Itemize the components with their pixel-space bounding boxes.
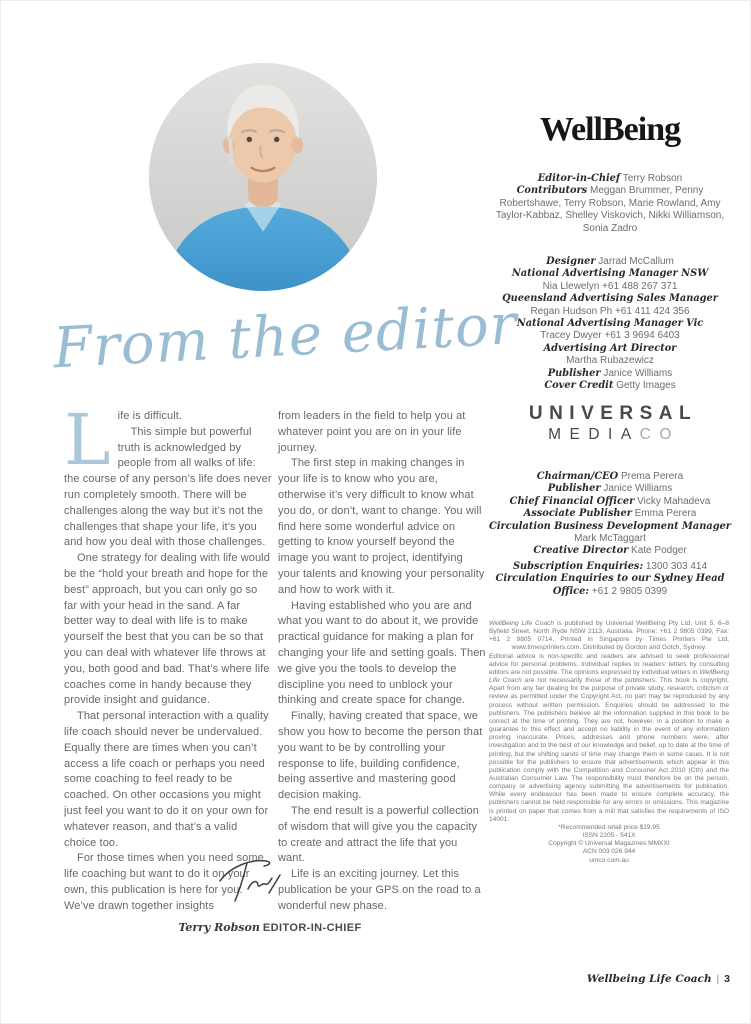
credit-line (488, 268, 732, 293)
credit-value: Mark McTaggart (574, 533, 646, 545)
editor-portrait-photo (149, 63, 377, 291)
umc-logo-co: CO (639, 426, 680, 443)
credit-label: Contributors (516, 185, 588, 197)
credit-line (488, 318, 732, 343)
fine-print-publishing (489, 620, 729, 653)
paragraph: Life is an exciting journey. Let this publication be your GPS on the road to a wonderful new phase. (278, 868, 481, 912)
fine-print (489, 620, 729, 865)
credit-line (488, 471, 732, 483)
copyright-line: Copyright © Universal Magazines MMXXI (548, 840, 670, 848)
credit-value: 1300 303 414 (645, 561, 708, 572)
footer-magazine-title: Wellbeing Life Coach (586, 973, 712, 985)
recommended-price: *Recommended retail price $19.95 (558, 823, 660, 831)
credit-label: Chairman/CEO (536, 471, 619, 482)
from-the-editor-title: From the editor (51, 292, 520, 382)
fine-print-legal-b: are not necessarily those of the publishers. This book is copyright. Apart from any fair dealing for the purpose of private study, research, criticism or review as permitted under the Copyright Act, no part may be reproduced by any process without written permission. Enquiries should be addressed to the publishers. The publishers believe all the information supplied in this book to be correct at the time of printing. They are not, however, in a position to make a guarantee to this effect and accept no liability in the event of any information proving inaccurate. Prices, addresses and phone numbers were, after investigation and to the best of our knowledge and belief, up to date at the time of printing, but the shifting sands of time may change them in some cases. It is not possible for the publishers to ensure that advertisements which appear in this publication comply with the Competition and Consumer Act 2010 (Cth) and the Australian Consumer Law. The responsibility must therefore be on the person, company or advertising agency submitting the advertisements for publication. While every endeavour has been made to ensure complete accuracy, the publishers cannot be held responsible for any errors or omissions. This magazine is printed on paper that comes from a mill that satisfies the requirements of ISO 14001. (489, 677, 729, 823)
universal-media-co-logo (488, 403, 732, 444)
byline-name: Terry Robson (178, 921, 260, 934)
portrait-ear-right (291, 137, 303, 153)
credit-label: Chief Financial Officer (509, 495, 635, 507)
signature-icon (214, 855, 294, 911)
credit-line (488, 521, 732, 546)
paragraph: The first step in making changes in your life is to know who you are, otherwise it’s very difficult to know what you do, or don’t, want to change. You will find here some wonderful advice on getting to know yourself beyond the image you want to project, identifying your talents and knowing your personality and how to work with it. (278, 457, 485, 596)
credit-value: Martha Rubazewicz (566, 355, 654, 367)
drop-cap: L (64, 399, 111, 481)
page-footer (587, 973, 730, 985)
credit-label: Advertising Art Director (543, 342, 677, 354)
paragraph: That personal interaction with a quality life coach should never be undervalued. Equally there are times when you can’t access a life coach or perhaps you need some coaching to feel ready to be coached. On other occasions you might just feel you want to do it on your own for whatever reason, and that’s a valid choice too. (64, 710, 269, 849)
fine-print-magazine-title: WellBeing Life Coach (489, 620, 555, 627)
credit-value: Janice Williams (603, 483, 673, 495)
fine-print-publishing-text: is published by Universal WellBeing Pty Ltd, Unit 5, 6–8 Byfield Street, North Ryde NSW 2113, Australia. Phone: +61 2 9805 0399, Fax: +61 2 9805 0714. Printed in Singapore by Times Printers Pte Ltd, www.timesprinters.com. Distributed by Gordon and Gotch, Sydney. (489, 620, 730, 652)
credit-label: Subscription Enquiries: (512, 561, 644, 572)
fine-print-legal-paragraph (489, 653, 729, 824)
paragraph: This simple but powerful truth is acknowledged by people from all walks of life: the course of any person’s life does never run completely smooth. There will be challenges along the way but it’s not the challenges that shape your life, it’s you and how you deal with those challenges. (64, 425, 272, 549)
credit-value: +61 2 9805 0399 (591, 585, 668, 597)
paragraph: The end result is a powerful collection of wisdom that will give you the capacity to create and attract the life that you want. (278, 804, 479, 865)
credit-value: Kate Podger (631, 545, 687, 557)
credit-value: Tracey Dwyer +61 3 9694 6403 (540, 330, 680, 342)
credit-value: Prema Perera (620, 471, 684, 482)
paragraph: Having established who you are and what you want to do about it, we provide practical guidance for making a plan for changing your life and setting goals. Then we give you the tools to develop the discipline you need to unblock your thinking and create space for change. (278, 599, 486, 707)
credit-label: Creative Director (533, 545, 629, 557)
paragraph-continuation: from leaders in the field to help you at whatever point you are on in your life journey. (278, 410, 466, 454)
credit-label: Associate Publisher (523, 508, 632, 520)
credit-value: Nia Llewelyn +61 488 267 371 (542, 280, 678, 292)
credit-label: Cover Credit (544, 380, 614, 392)
credit-value: Janice Williams (603, 367, 673, 379)
byline (64, 921, 476, 934)
editor-signature-image (214, 855, 294, 911)
contact-block (488, 561, 732, 598)
byline-role: EDITOR-IN-CHIEF (262, 922, 362, 934)
wellbeing-logo: WellBeing (539, 111, 681, 148)
credit-value: Meggan Brummer, Penny Robertshawe, Terry Robson, Marie Rowland, Amy Taylor-Kabbaz, Shelley Viskovich, Nikki Williamson, Sonia Zadro (495, 185, 725, 234)
credit-value: Emma Perera (634, 508, 697, 520)
paragraph: Finally, having created that space, we show you how to become the person that you want to be by controlling your response to life, building confidence, being assertive and mastering good decision making. (278, 710, 483, 802)
paragraph: For those times when you need some life coaching but want to do it on your own, this publication is here for you. We’ve drawn together insights (64, 852, 264, 912)
credit-line (488, 293, 732, 318)
fine-print-magazine-title: WellBeing Life Coach (489, 668, 729, 685)
credit-label: Queensland Advertising Sales Manager (502, 293, 718, 305)
article-column-right (278, 409, 486, 915)
fine-print-legal-a: Editorial advice is non-specific and readers are advised to seek professional advice for personal problems. Individual replies to readers’ letters by consulting editors are not possible. The opinions expressed by individual writers in (489, 652, 729, 676)
credit-label: National Advertising Manager NSW (511, 268, 709, 280)
credit-label: Designer (546, 256, 596, 267)
credit-line (488, 483, 732, 495)
credit-line (488, 343, 732, 368)
credit-value: Getty Images (616, 380, 676, 392)
footer-divider: | (716, 973, 720, 985)
article-column-left (64, 399, 272, 915)
credit-line (488, 573, 732, 598)
umc-logo-universal: UNIVERSAL (528, 403, 698, 424)
paragraph-opening: ife is difficult. (117, 410, 183, 422)
publisher-url: umco.com.au (589, 856, 629, 864)
credit-line (488, 508, 732, 520)
credit-line (488, 545, 732, 557)
credit-value: Jarrad McCallum (598, 256, 674, 267)
credit-label: Publisher (547, 483, 601, 495)
credit-label: National Advertising Manager Vic (516, 318, 704, 330)
credit-label: Editor-in-Chief (537, 173, 621, 184)
paragraph: One strategy for dealing with life would be the “hold your breath and hope for the best” approach, but you can only go so far with your head in the sand. A far better way to deal with life is to make yourself the best that you can be so that you can deal with whatever life throws at you, both good and bad. That’s where life coaches come in handy because they provide insight and guidance. (64, 552, 270, 707)
credit-line (488, 380, 732, 392)
footer-page-number: 3 (724, 973, 730, 985)
acn-number: ACN 003 026 944 (582, 848, 636, 856)
editor-portrait-illustration (149, 63, 377, 291)
portrait-eye-left (247, 137, 252, 142)
credit-line (488, 173, 732, 185)
masthead-staff-credits (488, 173, 732, 235)
credit-value: Vicky Mahadeva (637, 495, 711, 507)
credit-line (488, 185, 732, 235)
credit-line (488, 496, 732, 508)
issn-number: ISSN 2205 - 541X (582, 832, 636, 840)
masthead-production-credits (488, 256, 732, 392)
credit-label: Publisher (547, 367, 601, 379)
umc-logo-media: MEDIA (548, 426, 640, 443)
credit-line (488, 368, 732, 380)
credit-value: Terry Robson (622, 173, 683, 184)
credit-value: Regan Hudson Ph +61 411 424 356 (530, 305, 690, 317)
credit-line (488, 256, 732, 268)
credit-line (488, 561, 732, 573)
credit-label: Circulation Enquiries to our Sydney Head Office: (495, 573, 725, 597)
portrait-eye-right (274, 137, 279, 142)
umc-logo-mediaco (488, 426, 732, 444)
publisher-executive-credits (488, 471, 732, 558)
credit-label: Circulation Business Development Manager (489, 520, 731, 532)
